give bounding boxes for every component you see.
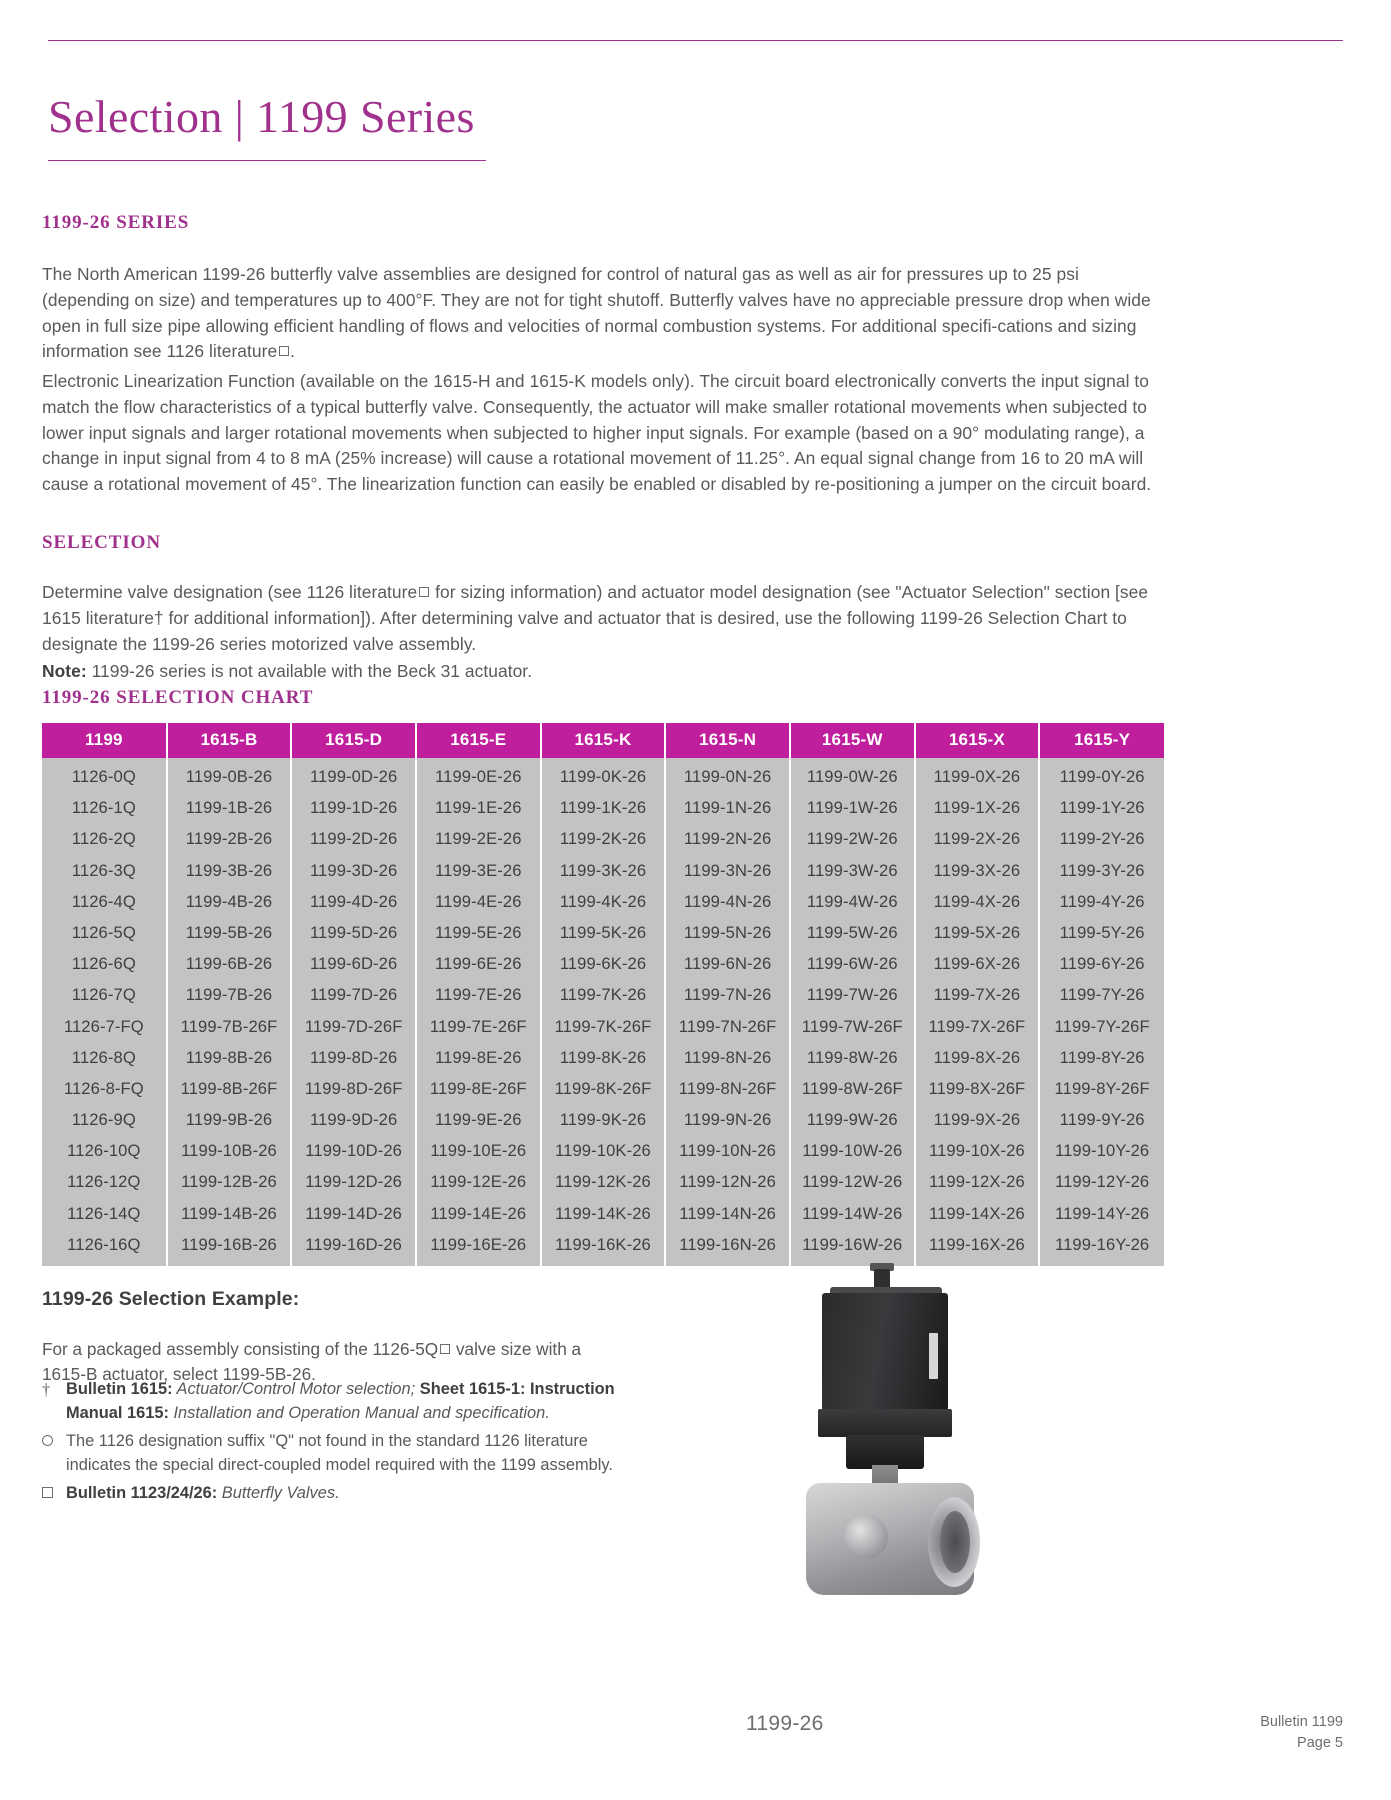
table-cell: 1199-6X-26 [915, 949, 1040, 980]
actuator-conduit [874, 1269, 890, 1289]
footnote-text: Sheet 1615-1: Instruction Manual 1615: [66, 1380, 615, 1422]
table-cell: 1199-2E-26 [416, 824, 541, 855]
paragraph-linearization: Electronic Linearization Function (available on the 1615-H and 1615-K models only). The circuit board electronically converts the input signal to match the flow characteristics of a typical butterfly valve. Consequently, the actuator will make smaller rotational movements when subjected to lower input signals and larger rotational movements when subjected to higher input signals. For example (based on a 90° modulating range), a change in input signal from 4 to 8 mA (25% increase) will cause a rotational movement of 11.25°. An equal signal change from 16 to 20 mA will cause a rotational movement of 45°. The linearization function can easily be enabled or disabled by re-positioning a jumper on the circuit board. [42, 371, 1152, 494]
footnote [42, 1378, 632, 1425]
table-cell: 1199-12E-26 [416, 1167, 541, 1198]
section-heading-selection-chart: 1199-26 SELECTION CHART [42, 687, 314, 708]
table-cell: 1199-10E-26 [416, 1136, 541, 1167]
table-cell: 1199-5Y-26 [1039, 917, 1164, 948]
table-cell: 1199-12W-26 [790, 1167, 915, 1198]
footnote [42, 1430, 632, 1477]
paragraph-selection-text-a: Determine valve designation (see 1126 literature [42, 582, 418, 603]
table-cell: 1199-6N-26 [665, 949, 790, 980]
table-row [42, 855, 1164, 886]
table-column-header: 1615-K [541, 723, 666, 758]
table-cell: 1199-7B-26F [167, 1011, 292, 1042]
table-cell: 1199-12B-26 [167, 1167, 292, 1198]
actuator-base [818, 1409, 952, 1437]
table-cell: 1199-16X-26 [915, 1229, 1040, 1266]
table-cell: 1199-8X-26 [915, 1042, 1040, 1073]
table-cell: 1199-9W-26 [790, 1104, 915, 1135]
table-cell: 1199-8E-26F [416, 1073, 541, 1104]
table-cell: 1199-8B-26F [167, 1073, 292, 1104]
table-cell: 1199-8B-26 [167, 1042, 292, 1073]
table-row [42, 758, 1164, 793]
paragraph-selection [42, 580, 1154, 657]
table-cell: 1199-0D-26 [291, 758, 416, 793]
table-cell: 1199-9K-26 [541, 1104, 666, 1135]
table-cell: 1199-5E-26 [416, 917, 541, 948]
table-cell: 1199-8X-26F [915, 1073, 1040, 1104]
table-cell: 1199-4W-26 [790, 886, 915, 917]
table-cell: 1199-6B-26 [167, 949, 292, 980]
footnote-text: Bulletin 1123/24/26: [66, 1484, 218, 1502]
valve-bore-inner [940, 1511, 970, 1573]
table-cell: 1199-6W-26 [790, 949, 915, 980]
table-cell: 1199-2N-26 [665, 824, 790, 855]
footnotes-list [42, 1378, 632, 1511]
paragraph-series-intro-text-b: cations and sizing information see 1126 literature [42, 315, 1137, 362]
header-top-rule [48, 40, 1343, 41]
title-bottom-rule [48, 160, 486, 161]
table-cell: 1126-14Q [42, 1198, 167, 1229]
table-cell: 1126-1Q [42, 793, 167, 824]
table-cell: 1199-14D-26 [291, 1198, 416, 1229]
table-cell: 1199-14X-26 [915, 1198, 1040, 1229]
table-cell: 1199-3K-26 [541, 855, 666, 886]
table-row [42, 917, 1164, 948]
paragraph-selection-text-b: for sizing information) and actuator model designation (see "Actuator Selection" section [see 1615 literature† for additional information]). After determining valve and actuator that is desired, use the following 1199-26 Selection Chart to designate the 1199-26 series motorized valve assembly. [42, 582, 1149, 654]
note-text: 1199-26 series is not available with the Beck 31 actuator. [86, 661, 533, 682]
table-cell: 1199-8W-26 [790, 1042, 915, 1073]
table-cell: 1199-2Y-26 [1039, 824, 1164, 855]
table-cell: 1199-6K-26 [541, 949, 666, 980]
table-cell: 1199-12X-26 [915, 1167, 1040, 1198]
table-cell: 1199-8Y-26F [1039, 1073, 1164, 1104]
table-cell: 1199-4X-26 [915, 886, 1040, 917]
table-cell: 1199-8E-26 [416, 1042, 541, 1073]
table-cell: 1199-12D-26 [291, 1167, 416, 1198]
table-cell: 1126-16Q [42, 1229, 167, 1266]
table-column-header: 1615-W [790, 723, 915, 758]
table-cell: 1199-16E-26 [416, 1229, 541, 1266]
table-cell: 1126-5Q [42, 917, 167, 948]
table-cell: 1199-7B-26 [167, 980, 292, 1011]
table-cell: 1199-1Y-26 [1039, 793, 1164, 824]
table-cell: 1199-3N-26 [665, 855, 790, 886]
table-cell: 1126-2Q [42, 824, 167, 855]
table-cell: 1199-5D-26 [291, 917, 416, 948]
table-row [42, 793, 1164, 824]
table-cell: 1199-0E-26 [416, 758, 541, 793]
table-cell: 1199-8D-26 [291, 1042, 416, 1073]
footnote-text: Installation and Operation Manual and specification. [168, 1403, 550, 1422]
table-cell: 1199-8W-26F [790, 1073, 915, 1104]
table-cell: 1199-9N-26 [665, 1104, 790, 1135]
table-cell: 1199-0B-26 [167, 758, 292, 793]
product-photo [800, 1283, 1030, 1703]
table-cell: 1199-14N-26 [665, 1198, 790, 1229]
table-cell: 1199-3B-26 [167, 855, 292, 886]
dagger-icon: † [42, 1380, 51, 1399]
table-cell: 1199-7K-26F [541, 1011, 666, 1042]
paragraph-note [42, 659, 942, 685]
table-cell: 1199-9Y-26 [1039, 1104, 1164, 1135]
page-title: Selection | 1199 Series [48, 90, 475, 142]
actuator-yoke [846, 1435, 924, 1469]
table-cell: 1199-4N-26 [665, 886, 790, 917]
table-cell: 1199-7X-26 [915, 980, 1040, 1011]
table-cell: 1199-3E-26 [416, 855, 541, 886]
table-cell: 1199-7N-26 [665, 980, 790, 1011]
table-cell: 1199-6D-26 [291, 949, 416, 980]
table-cell: 1199-12K-26 [541, 1167, 666, 1198]
table-cell: 1199-16D-26 [291, 1229, 416, 1266]
table-cell: 1199-1K-26 [541, 793, 666, 824]
table-cell: 1199-7K-26 [541, 980, 666, 1011]
table-cell: 1199-8K-26F [541, 1073, 666, 1104]
table-cell: 1199-0X-26 [915, 758, 1040, 793]
table-cell: 1199-10W-26 [790, 1136, 915, 1167]
table-cell: 1126-7-FQ [42, 1011, 167, 1042]
table-cell: 1199-10N-26 [665, 1136, 790, 1167]
example-text-b: valve size with a 1615-B actuator, select 1199-5B-26. [42, 1339, 582, 1385]
table-cell: 1199-1X-26 [915, 793, 1040, 824]
table-cell: 1199-1B-26 [167, 793, 292, 824]
table-row [42, 1104, 1164, 1135]
table-cell: 1199-7E-26 [416, 980, 541, 1011]
open-square-icon [419, 587, 429, 597]
table-cell: 1199-8D-26F [291, 1073, 416, 1104]
table-column-header: 1615-Y [1039, 723, 1164, 758]
table-cell: 1199-9X-26 [915, 1104, 1040, 1135]
footer-bulletin: Bulletin 1199 [1260, 1714, 1343, 1730]
table-cell: 1126-4Q [42, 886, 167, 917]
table-cell: 1199-1E-26 [416, 793, 541, 824]
table-cell: 1199-10Y-26 [1039, 1136, 1164, 1167]
table-cell: 1199-6Y-26 [1039, 949, 1164, 980]
footnote-text: Butterfly Valves. [217, 1484, 340, 1502]
footnote-text: Actuator/Control Motor selection; [172, 1380, 420, 1398]
table-cell: 1199-9D-26 [291, 1104, 416, 1135]
table-cell: 1199-0N-26 [665, 758, 790, 793]
table-cell: 1199-14W-26 [790, 1198, 915, 1229]
table-cell: 1199-7D-26 [291, 980, 416, 1011]
table-row [42, 980, 1164, 1011]
table-cell: 1199-14Y-26 [1039, 1198, 1164, 1229]
table-cell: 1199-5N-26 [665, 917, 790, 948]
table-cell: 1199-2K-26 [541, 824, 666, 855]
table-cell: 1199-7N-26F [665, 1011, 790, 1042]
table-cell: 1199-10K-26 [541, 1136, 666, 1167]
table-cell: 1199-8K-26 [541, 1042, 666, 1073]
table-column-header: 1615-D [291, 723, 416, 758]
photo-caption: 1199-26 [746, 1712, 824, 1735]
table-cell: 1199-16W-26 [790, 1229, 915, 1266]
note-label: Note: [42, 661, 87, 682]
table-cell: 1199-5X-26 [915, 917, 1040, 948]
table-cell: 1199-2B-26 [167, 824, 292, 855]
table-cell: 1199-7Y-26 [1039, 980, 1164, 1011]
table-row [42, 1136, 1164, 1167]
table-row [42, 886, 1164, 917]
table-row [42, 1042, 1164, 1073]
table-row [42, 1011, 1164, 1042]
table-cell: 1126-6Q [42, 949, 167, 980]
table-cell: 1126-9Q [42, 1104, 167, 1135]
table-cell: 1199-16K-26 [541, 1229, 666, 1266]
table-cell: 1199-4Y-26 [1039, 886, 1164, 917]
paragraph-series-intro-text-c: . [290, 341, 296, 362]
table-cell: 1199-1W-26 [790, 793, 915, 824]
page-footer [1260, 1712, 1343, 1754]
table-cell: 1199-9E-26 [416, 1104, 541, 1135]
table-cell: 1199-8N-26F [665, 1073, 790, 1104]
table-cell: 1199-10D-26 [291, 1136, 416, 1167]
table-cell: 1126-3Q [42, 855, 167, 886]
table-cell: 1199-5W-26 [790, 917, 915, 948]
table-row [42, 949, 1164, 980]
table-column-header: 1615-E [416, 723, 541, 758]
table-column-header: 1615-B [167, 723, 292, 758]
table-cell: 1199-8N-26 [665, 1042, 790, 1073]
example-text-a: For a packaged assembly consisting of the 1126-5Q [42, 1339, 439, 1360]
table-cell: 1199-3X-26 [915, 855, 1040, 886]
example-heading: 1199-26 Selection Example: [42, 1288, 300, 1310]
table-cell: 1199-12Y-26 [1039, 1167, 1164, 1198]
table-cell: 1199-16Y-26 [1039, 1229, 1164, 1266]
table-header [42, 723, 1164, 758]
table-cell: 1199-0Y-26 [1039, 758, 1164, 793]
footer-page-number: Page 5 [1297, 1735, 1343, 1751]
table-row [42, 1198, 1164, 1229]
table-cell: 1199-7W-26 [790, 980, 915, 1011]
table-cell: 1199-5K-26 [541, 917, 666, 948]
table-body [42, 758, 1164, 1266]
table-header-row [42, 723, 1164, 758]
table-cell: 1199-7W-26F [790, 1011, 915, 1042]
table-cell: 1199-3Y-26 [1039, 855, 1164, 886]
paragraph-series-intro-text-a: The North American 1199-26 butterfly valve assemblies are designed for control of natural gas as well as air for pressures up to 25 psi (depending on size) and temperatures up to 400°F. They are not for tight shutoff. Butterfly valves have no appreciable pressure drop when wide open in full size pipe allowing efficient handling of flows and velocities of normal combustion systems. For additional specifi- [42, 264, 1151, 336]
table-cell: 1199-1D-26 [291, 793, 416, 824]
table-cell: 1199-7X-26F [915, 1011, 1040, 1042]
paragraph-series-intro [42, 262, 1154, 364]
open-circle-icon [42, 1430, 62, 1454]
table-cell: 1126-8Q [42, 1042, 167, 1073]
table-cell: 1199-7D-26F [291, 1011, 416, 1042]
table-cell: 1199-2D-26 [291, 824, 416, 855]
table-cell: 1199-5B-26 [167, 917, 292, 948]
table-cell: 1199-14K-26 [541, 1198, 666, 1229]
table-cell: 1199-1N-26 [665, 793, 790, 824]
actuator-housing [822, 1293, 948, 1411]
footnote [42, 1482, 632, 1506]
table-cell: 1199-0K-26 [541, 758, 666, 793]
table-cell: 1199-4B-26 [167, 886, 292, 917]
table-cell: 1199-2X-26 [915, 824, 1040, 855]
table-cell: 1126-12Q [42, 1167, 167, 1198]
table-cell: 1199-4K-26 [541, 886, 666, 917]
table-cell: 1199-14E-26 [416, 1198, 541, 1229]
table-cell: 1199-10B-26 [167, 1136, 292, 1167]
table-cell: 1126-7Q [42, 980, 167, 1011]
section-heading-selection: SELECTION [42, 532, 161, 553]
table-cell: 1199-8Y-26 [1039, 1042, 1164, 1073]
table-cell: 1199-6E-26 [416, 949, 541, 980]
table-cell: 1199-7E-26F [416, 1011, 541, 1042]
table-column-header: 1199 [42, 723, 167, 758]
table-cell: 1199-3D-26 [291, 855, 416, 886]
table-row [42, 1229, 1164, 1266]
table-cell: 1199-0W-26 [790, 758, 915, 793]
footnote-text: The 1126 designation suffix "Q" not found in the standard 1126 literature indicates the special direct-coupled model required with the 1199 assembly. [66, 1432, 613, 1474]
open-square-icon [279, 346, 289, 356]
table-cell: 1199-16B-26 [167, 1229, 292, 1266]
table-cell: 1126-0Q [42, 758, 167, 793]
table-cell: 1199-14B-26 [167, 1198, 292, 1229]
section-heading-series: 1199-26 SERIES [42, 212, 190, 233]
table-cell: 1199-7Y-26F [1039, 1011, 1164, 1042]
valve-hub [844, 1515, 888, 1559]
table-cell: 1199-9B-26 [167, 1104, 292, 1135]
open-square-icon [42, 1482, 62, 1506]
selection-chart-container [42, 723, 1164, 1266]
table-cell: 1199-12N-26 [665, 1167, 790, 1198]
table-cell: 1199-2W-26 [790, 824, 915, 855]
table-cell: 1199-10X-26 [915, 1136, 1040, 1167]
table-column-header: 1615-N [665, 723, 790, 758]
table-cell: 1126-8-FQ [42, 1073, 167, 1104]
table-row [42, 1073, 1164, 1104]
table-row [42, 824, 1164, 855]
table-row [42, 1167, 1164, 1198]
open-square-icon [440, 1344, 450, 1354]
table-cell: 1199-4D-26 [291, 886, 416, 917]
table-column-header: 1615-X [915, 723, 1040, 758]
table-cell: 1199-3W-26 [790, 855, 915, 886]
selection-chart-table [42, 723, 1164, 1266]
table-cell: 1199-16N-26 [665, 1229, 790, 1266]
table-cell: 1126-10Q [42, 1136, 167, 1167]
table-cell: 1199-4E-26 [416, 886, 541, 917]
footnote-text: Bulletin 1615: [66, 1380, 173, 1398]
north-american-logo [929, 1333, 938, 1379]
